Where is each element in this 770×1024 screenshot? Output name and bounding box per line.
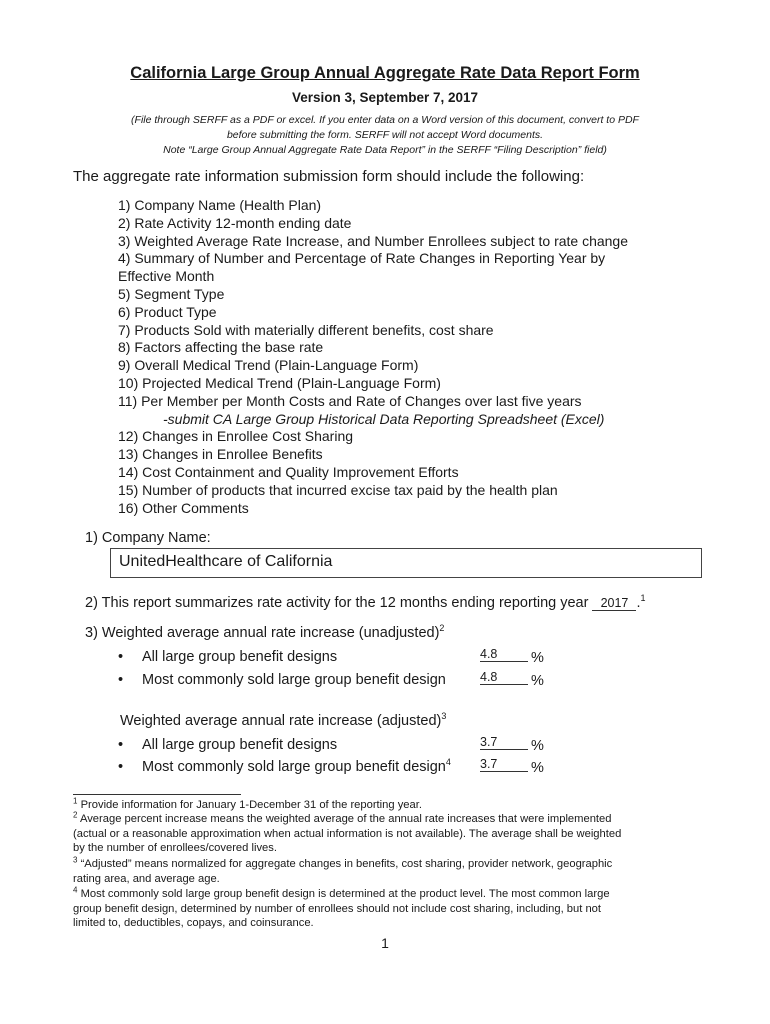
unadjusted-common-label: Most commonly sold large group benefit design: [142, 672, 446, 688]
footnote-ref-1: 1: [640, 593, 646, 604]
filing-note: [85, 113, 685, 158]
percent-sign: %: [531, 650, 544, 666]
unadjusted-rate-label: 3) Weighted average annual rate increase (unadjusted): [85, 625, 440, 641]
list-item: 6) Product Type: [118, 303, 217, 320]
footnote-separator: [73, 794, 241, 795]
footnote-2: [73, 812, 693, 856]
list-item: 3) Weighted Average Rate Increase, and Number Enrollees subject to rate change: [118, 232, 629, 249]
unadjusted-common-field[interactable]: 4.8: [480, 671, 528, 685]
list-item: 7) Products Sold with materially different benefits, cost share: [118, 321, 494, 338]
adjusted-rate-heading: [120, 713, 446, 729]
percent-sign: %: [531, 673, 544, 689]
note-line-3: Note “Large Group Annual Aggregate Rate Data Report” in the SERFF “Filing Description” field): [163, 144, 607, 156]
list-item: 14) Cost Containment and Quality Improvement Efforts: [118, 463, 459, 480]
adjusted-all-label: All large group benefit designs: [142, 737, 338, 753]
footnote-text: by the number of enrollees/covered lives.: [73, 842, 277, 854]
footnote-number: 4: [73, 885, 78, 895]
footnote-number: 3: [73, 855, 78, 865]
form-title: California Large Group Annual Aggregate Rate Data Report Form: [130, 64, 640, 82]
company-name-value: UnitedHealthcare of California: [119, 553, 333, 570]
bullet-icon: •: [118, 649, 124, 665]
form-version: Version 3, September 7, 2017: [291, 90, 479, 105]
list-item: 16) Other Comments: [118, 499, 249, 516]
footnote-text: limited to, deductibles, copays, and coinsurance.: [73, 917, 314, 929]
list-item-sub: -submit CA Large Group Historical Data Reporting Spreadsheet (Excel): [163, 410, 605, 427]
list-item: 1) Company Name (Health Plan): [118, 197, 322, 213]
note-line-2: before submitting the form. SERFF will not accept Word documents.: [226, 129, 544, 141]
reporting-year-field[interactable]: 2017: [592, 596, 636, 611]
footnote-1: [73, 798, 693, 813]
footnote-number: 1: [73, 796, 78, 806]
list-item: 9) Overall Medical Trend (Plain-Language Form): [118, 357, 419, 374]
footnote-text: (actual or a reasonable approximation when actual information is not available). The average shall be weighted: [73, 827, 622, 840]
percent-sign: %: [531, 738, 544, 754]
adjusted-rate-label: Weighted average annual rate increase (adjusted): [120, 713, 442, 729]
footnote-text: Average percent increase means the weighted average of the annual rate increases that were implemented: [79, 813, 612, 825]
footnote-ref-2: 2: [439, 623, 445, 634]
list-item: 4) Summary of Number and Percentage of Rate Changes in Reporting Year by: [118, 250, 606, 267]
company-name-label: 1) Company Name:: [85, 530, 211, 546]
note-line-1: (File through SERFF as a PDF or excel. If you enter data on a Word version of this document, convert to PDF: [131, 114, 639, 126]
footnote-number: 2: [73, 810, 78, 820]
company-name-field[interactable]: [110, 548, 702, 578]
list-item: 10) Projected Medical Trend (Plain-Language Form): [118, 374, 441, 391]
page-number: 1: [381, 935, 389, 951]
list-item: 2) Rate Activity 12-month ending date: [118, 214, 352, 231]
required-items-list: [118, 197, 718, 517]
list-item: 11) Per Member per Month Costs and Rate of Changes over last five years: [118, 392, 582, 409]
footnote-text: “Adjusted” means normalized for aggregate changes in benefits, cost sharing, provider network, geographic: [80, 858, 613, 870]
list-item: 12) Changes in Enrollee Cost Sharing: [118, 428, 354, 445]
bullet-icon: •: [118, 737, 124, 753]
bullet-icon: •: [118, 759, 124, 775]
footnote-ref-4: 4: [445, 757, 451, 768]
adjusted-common-field[interactable]: 3.7: [480, 758, 528, 772]
footnote-text: Provide information for January 1-December 31 of the reporting year.: [80, 799, 422, 811]
unadjusted-all-field[interactable]: 4.8: [480, 648, 528, 662]
footnote-4: [73, 887, 693, 931]
adjusted-common-label: Most commonly sold large group benefit design: [142, 759, 446, 775]
reporting-year-period: .: [636, 595, 641, 611]
intro-text: The aggregate rate information submission form should include the following:: [73, 168, 585, 185]
percent-sign: %: [531, 760, 544, 776]
footnote-text: Most commonly sold large group benefit design is determined at the product level. The most common large: [80, 888, 610, 900]
list-item: 13) Changes in Enrollee Benefits: [118, 446, 323, 463]
list-item: Effective Month: [118, 268, 215, 285]
footnote-ref-3: 3: [441, 711, 447, 722]
list-item: 5) Segment Type: [118, 285, 225, 302]
footnote-text: group benefit design, determined by number of enrollees should not include cost sharing, including, but not: [73, 902, 602, 915]
adjusted-common-row: [142, 759, 451, 775]
bullet-icon: •: [118, 672, 124, 688]
footnote-3: [73, 857, 693, 886]
list-item: 15) Number of products that incurred excise tax paid by the health plan: [118, 481, 558, 498]
footnote-text: rating area, and average age.: [73, 872, 220, 885]
unadjusted-all-label: All large group benefit designs: [142, 649, 338, 665]
reporting-year-label: 2) This report summarizes rate activity for the 12 months ending reporting year: [85, 595, 589, 611]
reporting-year-question: [85, 595, 646, 611]
adjusted-all-field[interactable]: 3.7: [480, 736, 528, 750]
list-item: 8) Factors affecting the base rate: [118, 339, 324, 356]
unadjusted-rate-heading: [85, 625, 444, 641]
